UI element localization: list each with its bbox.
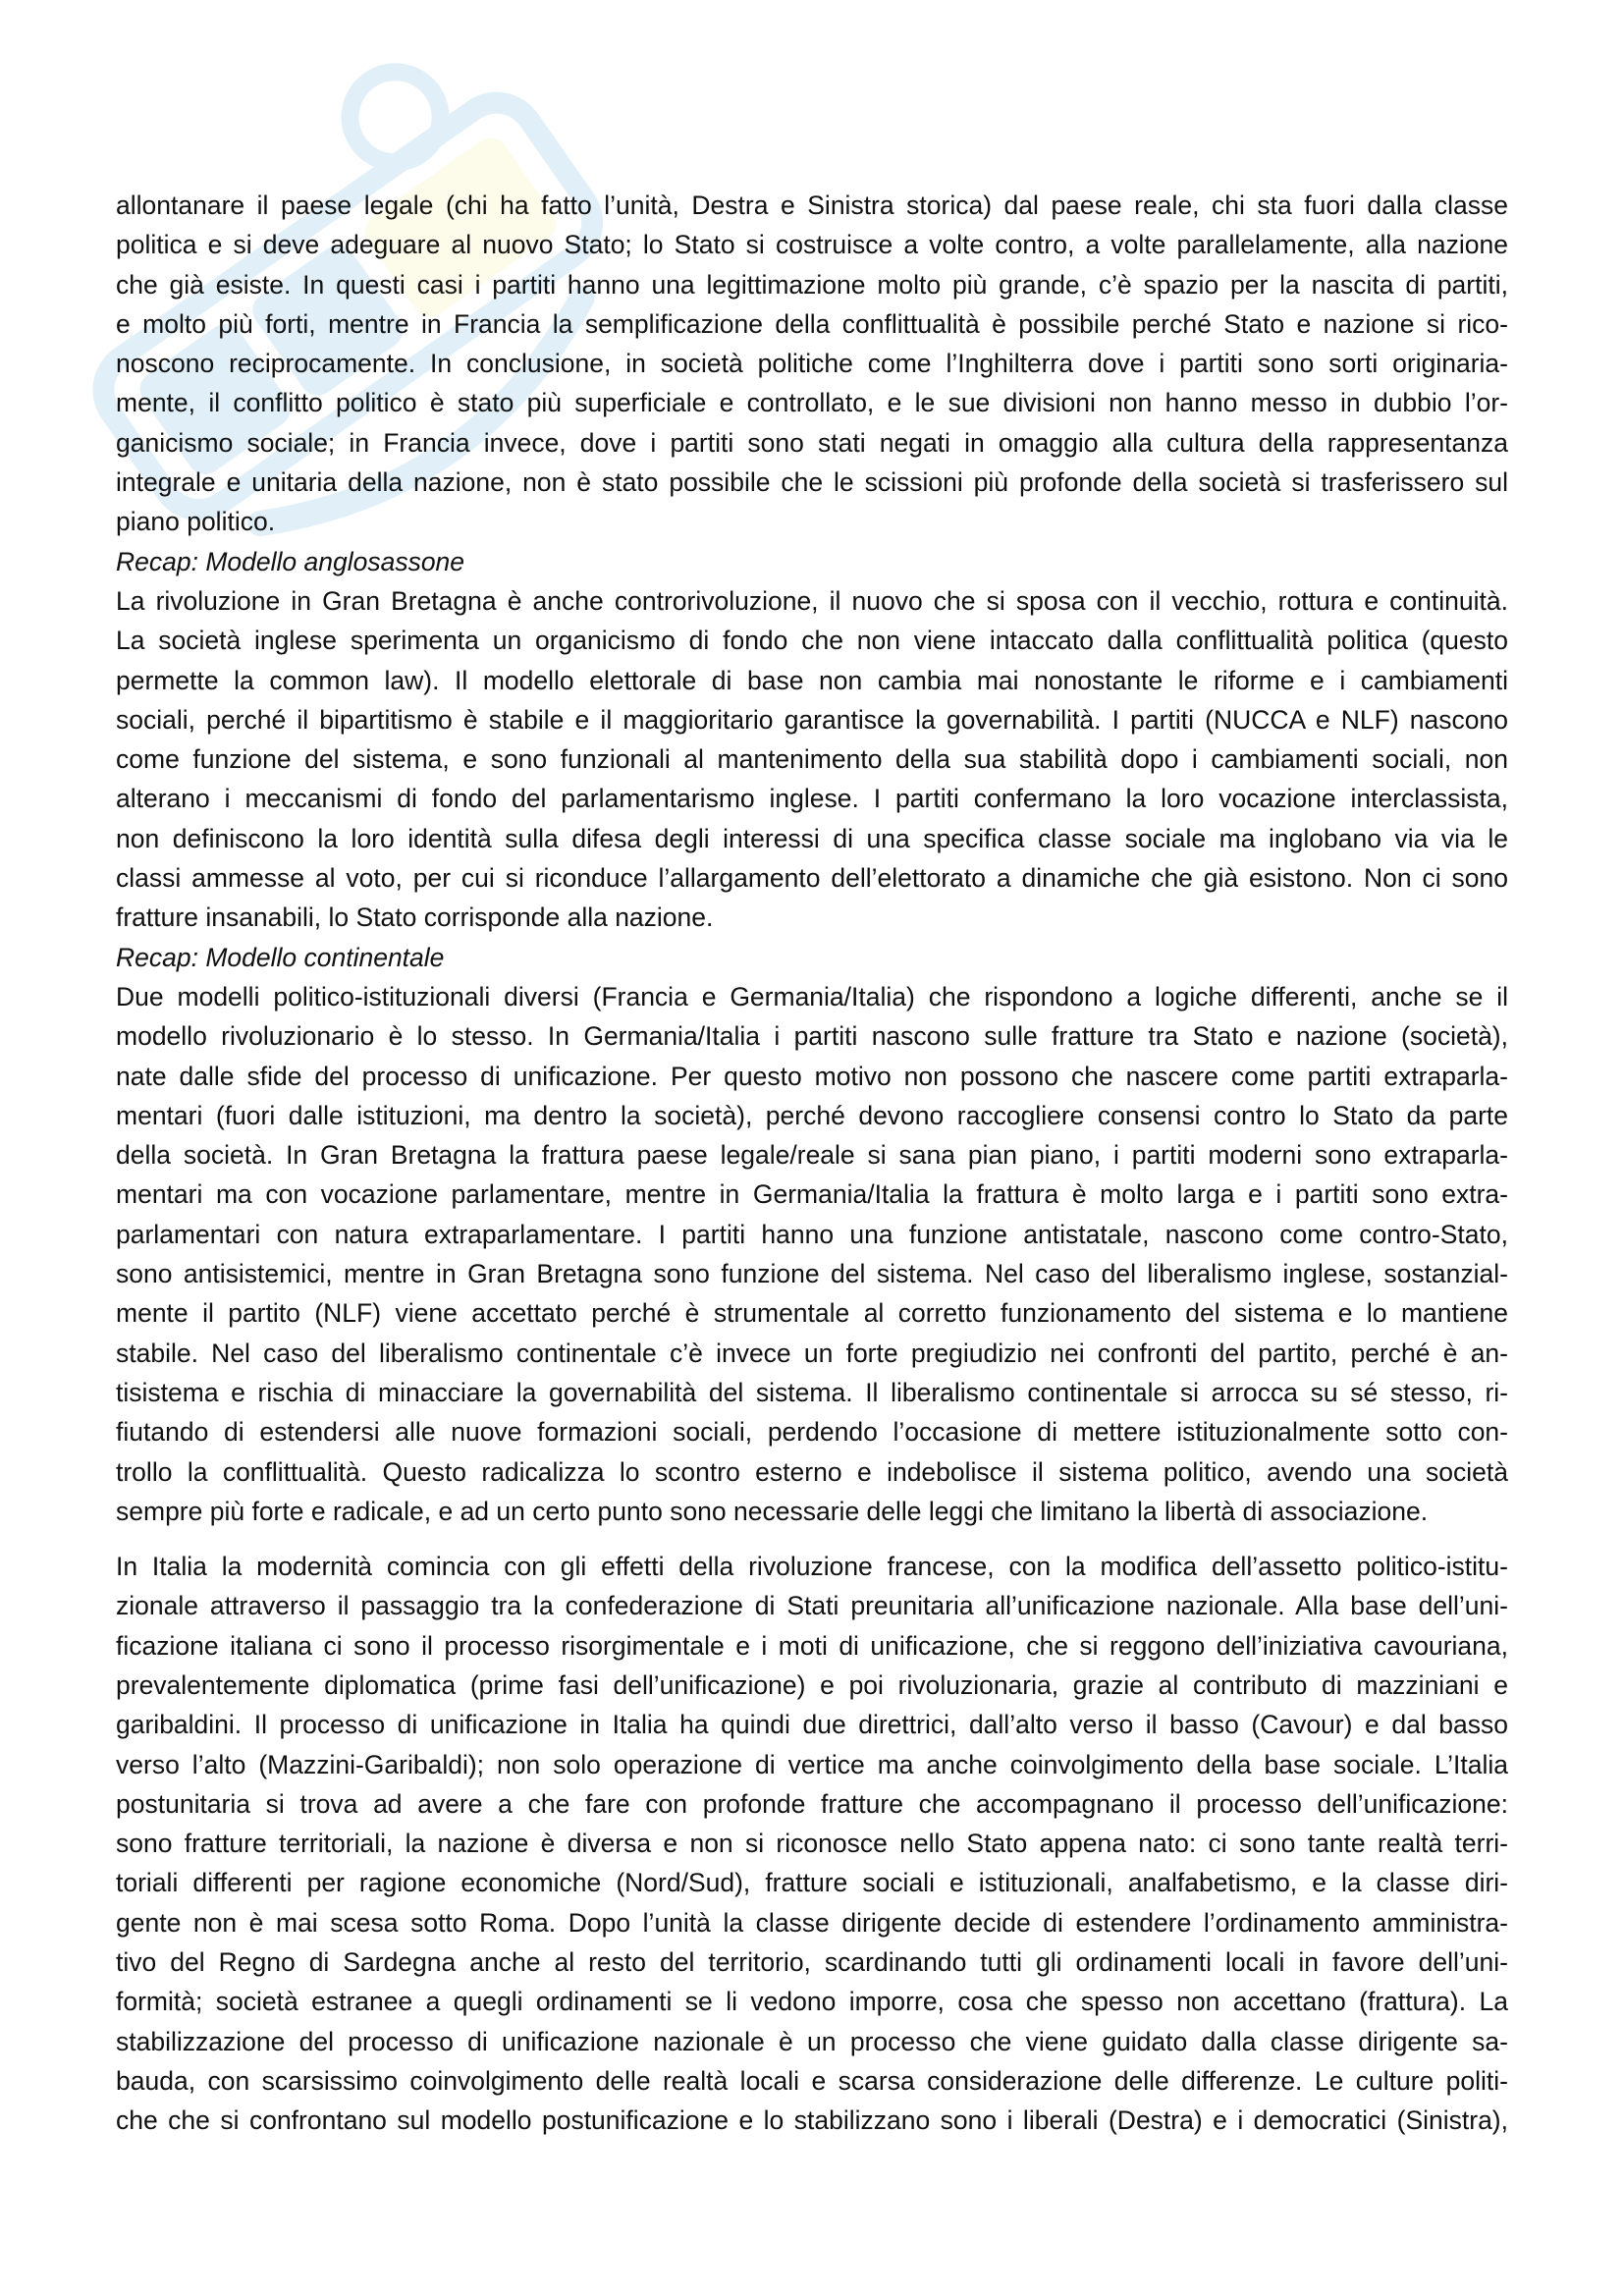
text-line: In Italia la modernità comincia con gli effetti della rivoluzione francese, con la modifica dell’assetto politico-istitu- (116, 1552, 1508, 1582)
text-line: Due modelli politico-istituzionali diversi (Francia e Germania/Italia) che rispondono a logiche differenti, anche se il (116, 981, 1508, 1011)
text-line: integrale e unitaria della nazione, non è stato possibile che le scissioni più profonde della società si trasferissero sul (116, 467, 1508, 498)
paragraph-recap-anglosassone (116, 542, 1508, 938)
text-line: allontanare il paese legale (chi ha fatto l’unità, Destra e Sinistra storica) dal paese reale, chi sta fuori dalla classe (116, 191, 1508, 220)
text-line: sono fratture territoriali, la nazione è diversa e non si riconosce nello Stato appena nato: ci sono tante realtà terri- (116, 1829, 1508, 1859)
text-line: sono antisistemici, mentre in Gran Bretagna sono funzione del sistema. Nel caso del liberalismo inglese, sostanzial- (116, 1259, 1508, 1289)
text-line: postunitaria si trova ad avere a che fare con profonde fratture che accompagnano il processo dell’unificazione: (116, 1788, 1508, 1819)
text-line: piano politico. (116, 507, 276, 537)
text-line: parlamentari con natura extraparlamentare. I partiti hanno una funzione antistatale, nascono come contro-Stato, (116, 1219, 1508, 1249)
text-line: mentari (fuori dalle istituzioni, ma dentro la società), perché devono raccogliere consensi contro lo Stato da parte (116, 1100, 1508, 1130)
text-line: verso l’alto (Mazzini-Garibaldi); non solo operazione di vertice ma anche coinvolgimento della base sociale. L’Italia (116, 1749, 1508, 1779)
section-heading: Recap: Modello anglosassone (116, 546, 465, 576)
text-line: politica e si deve adeguare al nuovo Stato; lo Stato si costruisce a volte contro, a volte parallelamente, alla nazione (116, 230, 1508, 260)
text-line: mente, il conflitto politico è stato più superficiale e controllato, e le sue divisioni non hanno messo in dubbio l’or- (116, 388, 1508, 418)
text-line: stabile. Nel caso del liberalismo continentale c’è invece un forte pregiudizio nei confronti del partito, perché è an- (116, 1338, 1508, 1368)
text-line: toriali differenti per ragione economiche (Nord/Sud), fratture sociali e istituzionali, analfabetismo, e la classe diri- (116, 1868, 1508, 1898)
text-line: La società inglese sperimenta un organicismo di fondo che non viene intaccato dalla conflittualità politica (questo (116, 626, 1508, 656)
text-line: alterano i meccanismi di fondo del parlamentarismo inglese. I partiti confermano la loro vocazione interclassista, (116, 784, 1508, 814)
document-page (116, 186, 1508, 2141)
text-line: gente non è mai scesa sotto Roma. Dopo l’unità la classe dirigente decide di estendere l’ordinamento amministra- (116, 1907, 1508, 1938)
paragraph-italia (116, 1547, 1508, 2140)
text-line: mentari ma con vocazione parlamentare, mentre in Germania/Italia la frattura è molto larga e i partiti sono extra- (116, 1179, 1508, 1210)
text-line: noscono reciprocamente. In conclusione, in società politiche come l’Inghilterra dove i partiti sono sorti originaria- (116, 349, 1508, 379)
text-line: stabilizzazione del processo di unificazione nazionale è un processo che viene guidato dalla classe dirigente sa- (116, 2026, 1508, 2056)
text-line: formità; società estranee a quegli ordinamenti se li vedono imporre, cosa che spesso non accettano (frattura). La (116, 1987, 1508, 2017)
text-line: sociali, perché il bipartitismo è stabile e il maggioritario garantisce la governabilità. I partiti (NUCCA e NLF) nascono (116, 704, 1508, 735)
text-line: che già esiste. In questi casi i partiti hanno una legittimazione molto più grande, c’è spazio per la nascita di partiti, (116, 269, 1508, 300)
text-line: tisistema e rischia di minacciare la governabilità del sistema. Il liberalismo continentale si arrocca su sé stesso, ri- (116, 1377, 1508, 1407)
text-line: sempre più forte e radicale, e ad un certo punto sono necessarie delle leggi che limitano la libertà di associazione. (116, 1496, 1429, 1526)
text-line: mente il partito (NLF) viene accettato perché è strumentale al corretto funzionamento del sistema e lo mantiene (116, 1298, 1508, 1329)
text-line: fratture insanabili, lo Stato corrisponde alla nazione. (116, 902, 714, 933)
text-line: classi ammesse al voto, per cui si riconduce l’allargamento dell’elettorato a dinamiche che già esistono. Non ci sono (116, 863, 1508, 894)
text-line: modello rivoluzionario è lo stesso. In Germania/Italia i partiti nascono sulle fratture tra Stato e nazione (società), (116, 1021, 1508, 1052)
text-line: che che si confrontano sul modello postunificazione e lo stabilizzano sono i liberali (Destra) e i democratici (Sinistra), (116, 2105, 1508, 2136)
section-heading: Recap: Modello continentale (116, 942, 445, 972)
text-line: zionale attraverso il passaggio tra la confederazione di Stati preunitaria all’unificazione nazionale. Alla base dell’uni- (116, 1591, 1508, 1621)
text-line: nate dalle sfide del processo di unificazione. Per questo motivo non possono che nascere come partiti extraparla- (116, 1061, 1508, 1091)
text-line: prevalentemente diplomatica (prime fasi dell’unificazione) e poi rivoluzionaria, grazie al contributo di mazziniani e (116, 1669, 1508, 1700)
text-line: ficazione italiana ci sono il processo risorgimentale e i moti di unificazione, che si reggono dell’iniziativa cavouriana, (116, 1630, 1508, 1661)
text-line: e molto più forti, mentre in Francia la semplificazione della conflittualità è possibile perché Stato e nazione si rico- (116, 308, 1508, 339)
text-line: non definiscono la loro identità sulla difesa degli interessi di una specifica classe sociale ma inglobano via via le (116, 823, 1508, 853)
text-line: come funzione del sistema, e sono funzionali al mantenimento della sua stabilità dopo i cambiamenti sociali, non (116, 744, 1508, 775)
text-line: La rivoluzione in Gran Bretagna è anche controrivoluzione, il nuovo che si sposa con il vecchio, rottura e continuità. (116, 585, 1508, 616)
paragraph-intro (116, 186, 1508, 542)
text-line: bauda, con scarsissimo coinvolgimento delle realtà locali e scarsa considerazione delle differenze. Le culture politi- (116, 2065, 1508, 2096)
text-line: fiutando di estendersi alle nuove formazioni sociali, perdendo l’occasione di mettere istituzionalmente sotto con- (116, 1417, 1508, 1448)
text-line: della società. In Gran Bretagna la frattura paese legale/reale si sana pian piano, i partiti moderni sono extraparla- (116, 1140, 1508, 1171)
paragraph-recap-continentale (116, 938, 1508, 1531)
text-line: garibaldini. Il processo di unificazione in Italia ha quindi due direttrici, dall’alto verso il basso (Cavour) e dal basso (116, 1710, 1508, 1740)
text-line: trollo la conflittualità. Questo radicalizza lo scontro esterno e indebolisce il sistema politico, avendo una società (116, 1456, 1508, 1487)
text-line: permette la common law). Il modello elettorale di base non cambia mai nonostante le riforme e i cambiamenti (116, 665, 1508, 695)
text-line: ganicismo sociale; in Francia invece, dove i partiti sono stati negati in omaggio alla cultura della rappresentanza (116, 427, 1508, 458)
text-line: tivo del Regno di Sardegna anche al resto del territorio, scardinando tutti gli ordinamenti locali in favore dell’uni- (116, 1947, 1508, 1978)
